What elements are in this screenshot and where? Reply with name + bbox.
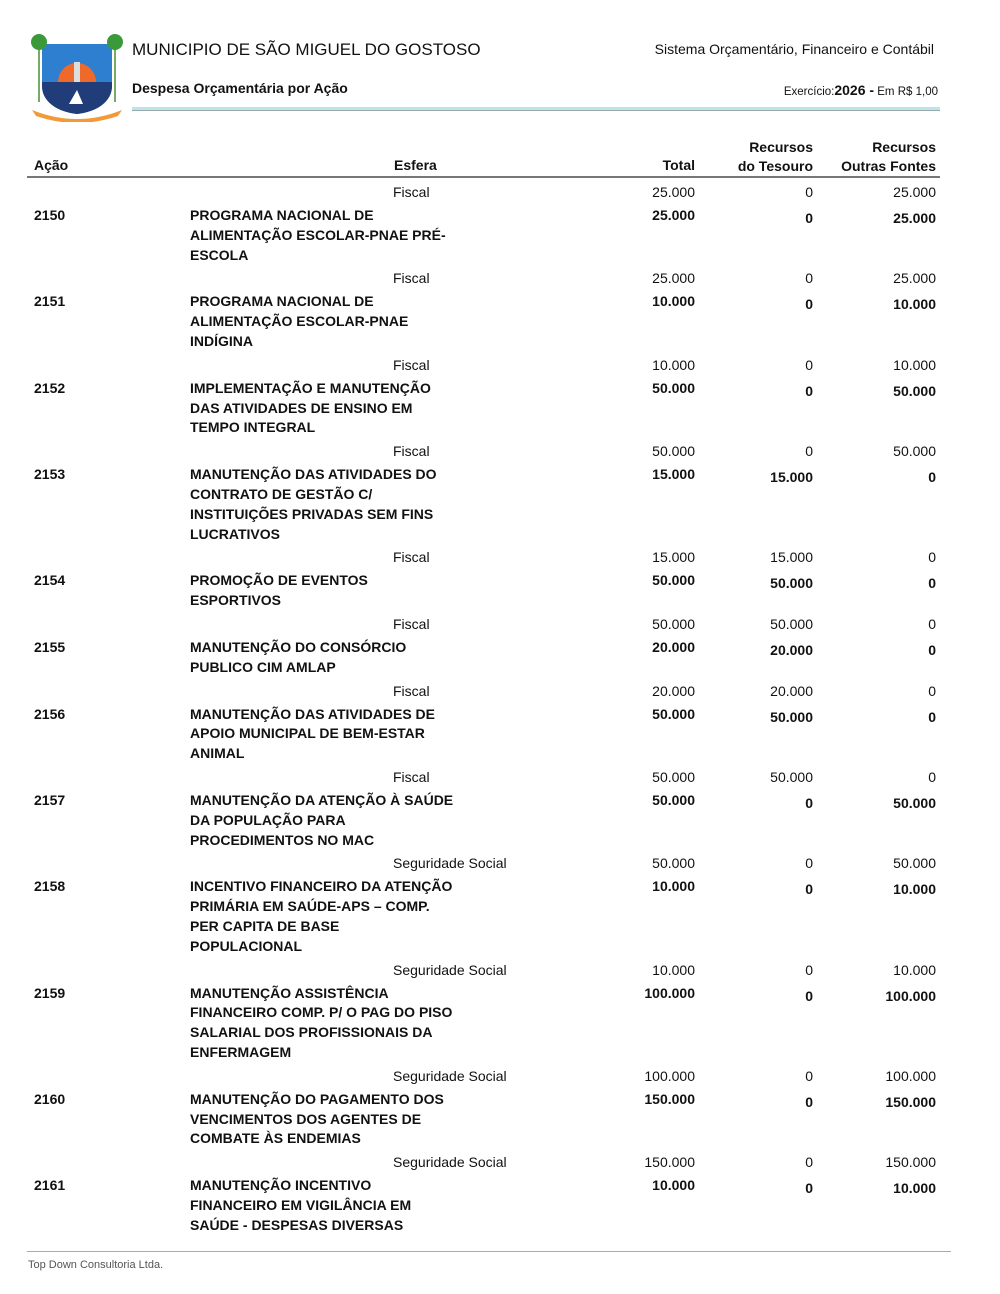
action-tesouro: 0 <box>805 1093 813 1110</box>
action-code: 2157 <box>34 791 66 808</box>
action-tesouro: 15.000 <box>770 469 813 486</box>
total: 50.000 <box>652 615 695 632</box>
action-total: 10.000 <box>652 293 695 310</box>
col-outras <box>841 138 936 176</box>
currency-note: Em R$ 1,00 <box>877 86 938 98</box>
outras: 0 <box>928 768 936 785</box>
action-total: 20.000 <box>652 638 695 655</box>
action-row <box>0 984 1000 1063</box>
action-code: 2156 <box>34 705 66 722</box>
action-total: 50.000 <box>652 379 695 396</box>
tesouro: 0 <box>805 961 813 978</box>
tesouro: 50.000 <box>770 768 813 785</box>
action-code: 2158 <box>34 878 66 895</box>
action-row <box>0 465 1000 544</box>
esfera-row <box>0 182 1000 206</box>
action-outras: 10.000 <box>893 296 936 313</box>
col-total: Total <box>662 157 695 173</box>
action-code: 2152 <box>34 379 66 396</box>
exercise-year: 2026 - <box>834 82 875 98</box>
action-outras: 10.000 <box>893 1180 936 1197</box>
esfera: Seguridade Social <box>393 1067 507 1084</box>
esfera: Fiscal <box>393 682 430 699</box>
outras: 50.000 <box>893 855 936 872</box>
header-divider <box>132 107 940 111</box>
action-outras: 0 <box>928 641 936 658</box>
action-name: MANUTENÇÃO DA ATENÇÃO À SAÚDE DA POPULAÇÃO PARA PROCEDIMENTOS NO MAC <box>190 791 454 848</box>
action-tesouro: 0 <box>805 382 813 399</box>
esfera-row <box>0 547 1000 571</box>
action-code: 2161 <box>34 1177 66 1194</box>
action-total: 50.000 <box>652 572 695 589</box>
total: 25.000 <box>652 270 695 287</box>
action-tesouro: 0 <box>805 794 813 811</box>
total: 50.000 <box>652 768 695 785</box>
total: 50.000 <box>652 443 695 460</box>
action-total: 15.000 <box>652 466 695 483</box>
action-row <box>0 1176 1000 1235</box>
esfera: Seguridade Social <box>393 855 507 872</box>
outras: 150.000 <box>885 1154 936 1171</box>
footer-company: Top Down Consultoria Ltda. <box>28 1259 164 1271</box>
action-outras: 25.000 <box>893 210 936 226</box>
total: 100.000 <box>644 1067 695 1084</box>
action-tesouro: 50.000 <box>770 708 813 725</box>
action-name: INCENTIVO FINANCEIRO DA ATENÇÃO PRIMÁRIA EM SAÚDE-APS – COMP. PER CAPITA DE BASE POPULACIONAL <box>190 878 453 954</box>
action-tesouro: 0 <box>805 1180 813 1197</box>
outras: 50.000 <box>893 443 936 460</box>
action-tesouro: 0 <box>805 881 813 898</box>
action-row <box>0 571 1000 611</box>
esfera: Fiscal <box>393 356 430 373</box>
action-name: PROMOÇÃO DE EVENTOS ESPORTIVOS <box>190 572 368 609</box>
tesouro: 15.000 <box>770 549 813 566</box>
action-code: 2160 <box>34 1090 66 1107</box>
actions-table <box>0 182 1000 1235</box>
action-row <box>0 1090 1000 1149</box>
esfera-row <box>0 960 1000 984</box>
col-tesouro-line1: Recursos <box>749 139 813 155</box>
col-tesouro-line2: do Tesouro <box>737 158 813 174</box>
tesouro: 0 <box>805 184 813 200</box>
esfera-row <box>0 767 1000 791</box>
esfera: Fiscal <box>393 549 430 566</box>
action-name: MANUTENÇÃO INCENTIVO FINANCEIRO EM VIGILÂNCIA EM SAÚDE - DESPESAS DIVERSAS <box>190 1177 412 1233</box>
municipal-coat-of-arms-logo <box>28 30 126 122</box>
action-row <box>0 638 1000 678</box>
col-outras-line2: Outras Fontes <box>841 158 936 174</box>
outras: 10.000 <box>893 356 936 373</box>
action-row <box>0 379 1000 438</box>
footer-rule <box>27 1251 951 1252</box>
col-acao: Ação <box>34 157 69 173</box>
esfera-row <box>0 441 1000 465</box>
total: 10.000 <box>652 961 695 978</box>
exercise-info <box>784 82 938 98</box>
action-outras: 0 <box>928 469 936 486</box>
tesouro: 0 <box>805 1154 813 1171</box>
tesouro: 0 <box>805 356 813 373</box>
total: 150.000 <box>644 1154 695 1171</box>
esfera-row <box>0 1066 1000 1090</box>
esfera-row <box>0 681 1000 705</box>
total: 15.000 <box>652 549 695 566</box>
action-row <box>0 791 1000 850</box>
action-total: 10.000 <box>652 1177 695 1194</box>
action-code: 2154 <box>34 572 66 589</box>
action-code: 2151 <box>34 293 66 310</box>
action-outras: 0 <box>928 575 936 592</box>
report-title: Despesa Orçamentária por Ação <box>132 80 348 96</box>
esfera-row <box>0 853 1000 877</box>
esfera-row <box>0 355 1000 379</box>
tesouro: 0 <box>805 270 813 287</box>
tesouro: 50.000 <box>770 615 813 632</box>
action-row <box>0 292 1000 351</box>
action-total: 50.000 <box>652 705 695 722</box>
action-code: 2153 <box>34 466 66 483</box>
action-outras: 0 <box>928 708 936 725</box>
action-name: MANUTENÇÃO DAS ATIVIDADES DE APOIO MUNICIPAL DE BEM-ESTAR ANIMAL <box>190 705 436 762</box>
action-outras: 150.000 <box>885 1093 936 1110</box>
esfera: Seguridade Social <box>393 961 507 978</box>
action-code: 2159 <box>34 984 66 1001</box>
action-name: MANUTENÇÃO DO PAGAMENTO DOS VENCIMENTOS DOS AGENTES DE COMBATE ÀS ENDEMIAS <box>190 1090 444 1147</box>
esfera: Fiscal <box>393 768 430 785</box>
action-total: 25.000 <box>652 207 695 223</box>
action-tesouro: 0 <box>805 210 813 226</box>
tesouro: 0 <box>805 855 813 872</box>
esfera: Fiscal <box>393 615 430 632</box>
total: 10.000 <box>652 356 695 373</box>
col-outras-line1: Recursos <box>872 139 936 155</box>
action-total: 10.000 <box>652 878 695 895</box>
action-row <box>0 206 1000 265</box>
action-total: 150.000 <box>644 1090 695 1107</box>
action-name: PROGRAMA NACIONAL DE ALIMENTAÇÃO ESCOLAR-PNAE PRÉ-ESCOLA <box>190 207 446 263</box>
tesouro: 20.000 <box>770 682 813 699</box>
header-rule <box>27 176 940 178</box>
action-tesouro: 0 <box>805 987 813 1004</box>
action-name: PROGRAMA NACIONAL DE ALIMENTAÇÃO ESCOLAR-PNAE INDÍGINA <box>190 293 409 349</box>
municipality-name: MUNICIPIO DE SÃO MIGUEL DO GOSTOSO <box>132 40 481 59</box>
esfera-row <box>0 268 1000 292</box>
action-total: 50.000 <box>652 791 695 808</box>
action-tesouro: 50.000 <box>770 575 813 592</box>
action-code: 2150 <box>34 207 66 223</box>
action-outras: 50.000 <box>893 794 936 811</box>
action-name: MANUTENÇÃO DO CONSÓRCIO PUBLICO CIM AMLAP <box>190 638 407 675</box>
action-outras: 100.000 <box>885 987 936 1004</box>
outras: 100.000 <box>885 1067 936 1084</box>
outras: 25.000 <box>893 184 936 200</box>
esfera: Fiscal <box>393 443 430 460</box>
esfera: Fiscal <box>393 270 430 287</box>
tesouro: 0 <box>805 1067 813 1084</box>
esfera-row <box>0 614 1000 638</box>
action-outras: 50.000 <box>893 382 936 399</box>
outras: 0 <box>928 682 936 699</box>
outras: 0 <box>928 615 936 632</box>
col-tesouro <box>738 138 813 176</box>
action-tesouro: 20.000 <box>770 641 813 658</box>
outras: 0 <box>928 549 936 566</box>
action-tesouro: 0 <box>805 296 813 313</box>
action-total: 100.000 <box>644 984 695 1001</box>
action-outras: 10.000 <box>893 881 936 898</box>
action-name: IMPLEMENTAÇÃO E MANUTENÇÃO DAS ATIVIDADES DE ENSINO EM TEMPO INTEGRAL <box>190 379 431 436</box>
system-name: Sistema Orçamentário, Financeiro e Contábil <box>654 41 934 57</box>
tesouro: 0 <box>805 443 813 460</box>
esfera-row <box>0 1152 1000 1176</box>
action-row <box>0 877 1000 956</box>
exercise-label: Exercício: <box>783 86 835 98</box>
total: 25.000 <box>652 184 695 200</box>
esfera: Seguridade Social <box>393 1154 507 1171</box>
total: 50.000 <box>652 855 695 872</box>
col-esfera: Esfera <box>394 157 437 173</box>
esfera: Fiscal <box>393 184 430 200</box>
outras: 10.000 <box>893 961 936 978</box>
action-name: MANUTENÇÃO ASSISTÊNCIA FINANCEIRO COMP. P/ O PAG DO PISO SALARIAL DOS PROFISSIONAIS DA ENFERMAGEM <box>190 984 453 1060</box>
action-name: MANUTENÇÃO DAS ATIVIDADES DO CONTRATO DE GESTÃO C/ INSTITUIÇÕES PRIVADAS SEM FINS LUCRATIVOS <box>190 466 437 542</box>
total: 20.000 <box>652 682 695 699</box>
action-code: 2155 <box>34 638 66 655</box>
outras: 25.000 <box>893 270 936 287</box>
action-row <box>0 705 1000 764</box>
